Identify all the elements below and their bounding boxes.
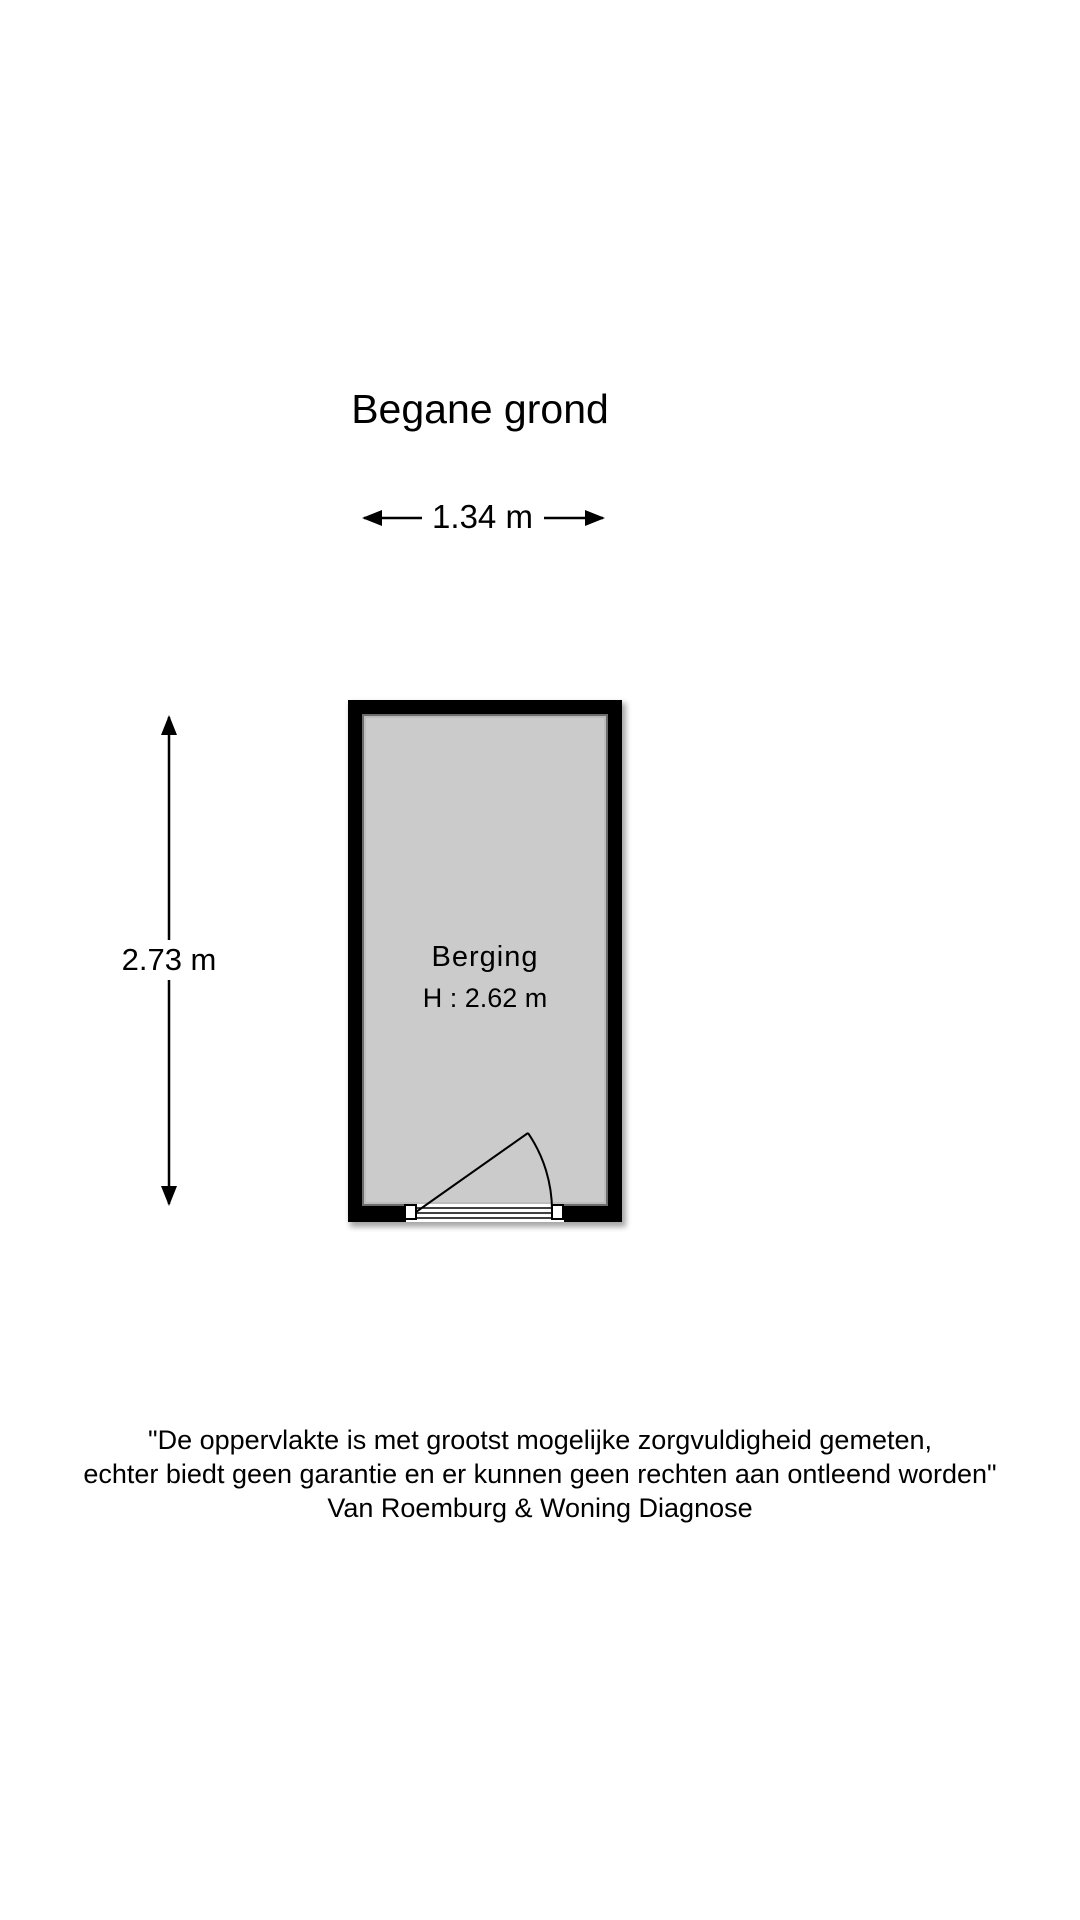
disclaimer-line-3: Van Roemburg & Woning Diagnose: [327, 1493, 753, 1523]
width-dimension-label: 1.34 m: [425, 497, 540, 537]
room-name: Berging: [431, 941, 539, 973]
room-ceiling-height: H : 2.62 m: [422, 983, 548, 1013]
disclaimer-line-2: echter biedt geen garantie en er kunnen geen rechten aan ontleend worden": [83, 1459, 997, 1489]
floor-title: Begane grond: [351, 386, 609, 432]
door-jamb-right: [552, 1205, 563, 1219]
disclaimer-line-1: "De oppervlakte is met grootst mogelijke zorgvuldigheid gemeten,: [148, 1425, 932, 1455]
disclaimer: [0, 1423, 1080, 1525]
height-dimension-label: 2.73 m: [121, 942, 217, 977]
door-jamb-left: [405, 1205, 416, 1219]
